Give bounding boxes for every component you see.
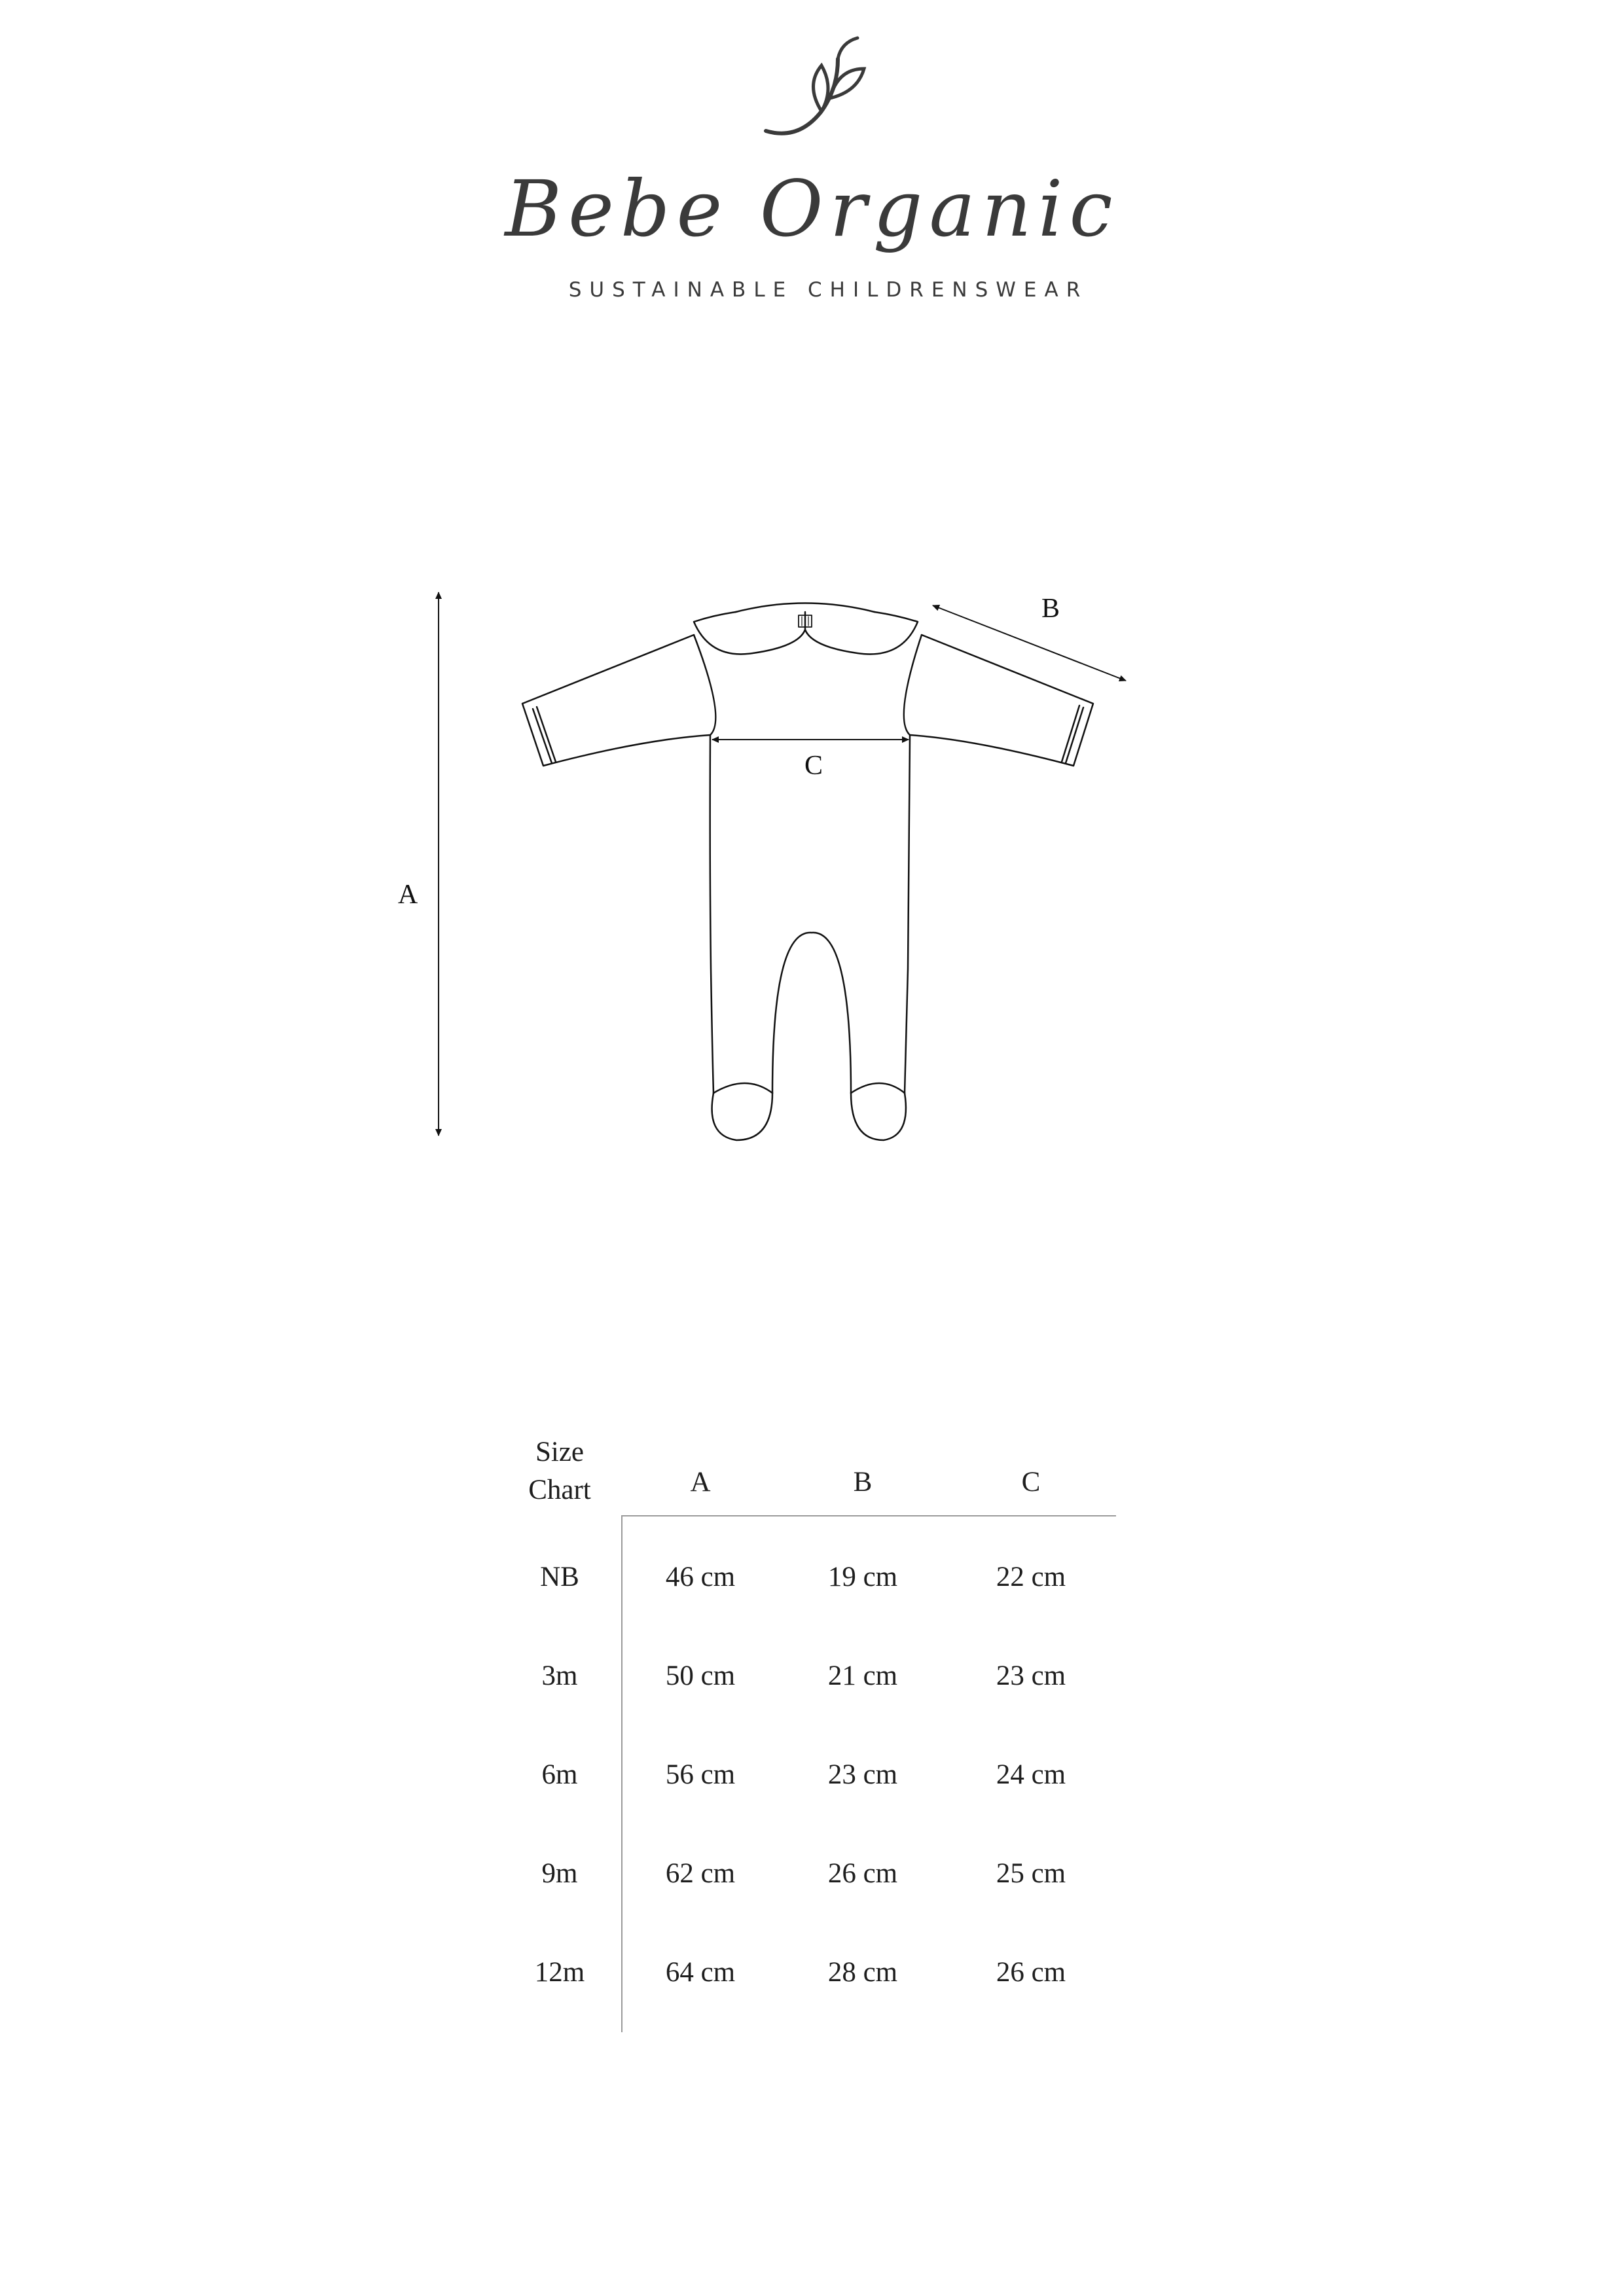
row-label-6m: 6m xyxy=(541,1759,578,1790)
table-cell: 26 cm xyxy=(996,1957,1066,1988)
dimension-b-arrow xyxy=(933,605,1126,681)
table-cell: 56 cm xyxy=(665,1759,736,1790)
leaf-sprig-icon xyxy=(759,33,877,144)
table-cell: 21 cm xyxy=(827,1660,898,1691)
table-cell: 25 cm xyxy=(996,1858,1066,1889)
size-chart-title-line1: Size xyxy=(535,1437,585,1467)
column-header-b: B xyxy=(853,1467,873,1498)
size-chart-title xyxy=(497,1433,622,1509)
brand-name: Bebe Organic xyxy=(505,164,1119,254)
size-chart-title-line2: Chart xyxy=(528,1475,591,1505)
table-cell: 23 cm xyxy=(827,1759,898,1790)
brand-tagline: SUSTAINABLE CHILDRENSWEAR xyxy=(568,278,1089,302)
table-cell: 24 cm xyxy=(996,1759,1066,1790)
row-label-9m: 9m xyxy=(541,1858,578,1889)
table-cell: 28 cm xyxy=(827,1957,898,1988)
header-divider xyxy=(622,1515,1116,1516)
table-cell: 64 cm xyxy=(665,1957,736,1988)
table-cell: 62 cm xyxy=(665,1858,736,1889)
dimension-c-label: C xyxy=(804,751,823,781)
row-label-12m: 12m xyxy=(534,1957,585,1988)
row-label-nb: NB xyxy=(540,1562,579,1592)
row-label-3m: 3m xyxy=(541,1660,578,1691)
table-cell: 23 cm xyxy=(996,1660,1066,1691)
garment-diagram xyxy=(353,576,1191,1165)
column-header-c: C xyxy=(1021,1467,1041,1498)
dimension-b-label: B xyxy=(1041,594,1060,624)
dimension-a-label: A xyxy=(397,880,418,910)
table-cell: 22 cm xyxy=(996,1562,1066,1592)
size-chart-table xyxy=(497,1420,1126,2049)
column-header-a: A xyxy=(690,1467,711,1498)
table-cell: 26 cm xyxy=(827,1858,898,1889)
table-cell: 46 cm xyxy=(665,1562,736,1592)
brand-header xyxy=(0,26,1624,314)
table-cell: 50 cm xyxy=(665,1660,736,1691)
sleepsuit-outline xyxy=(522,603,1093,1141)
table-cell: 19 cm xyxy=(827,1562,898,1592)
